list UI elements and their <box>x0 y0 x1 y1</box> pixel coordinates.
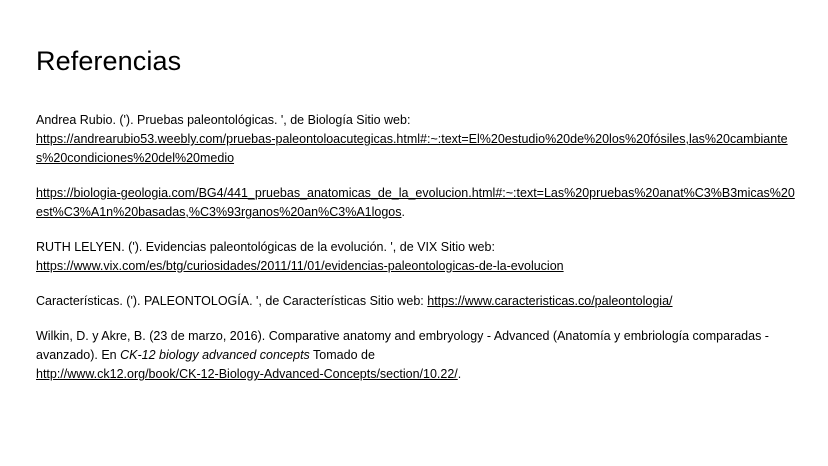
reference-suffix: . <box>401 205 405 219</box>
reference-item-1 <box>36 111 796 168</box>
reference-italic-title: CK-12 biology advanced concepts <box>120 348 310 362</box>
reference-link[interactable]: https://biologia-geologia.com/BG4/441_pruebas_anatomicas_de_la_evolucion.html#:~:text=Las%20pruebas%20anat%C3%B3micas%20est%C3%A1n%20basadas,%C3%93rganos%20an%C3%A1logos <box>36 186 795 219</box>
reference-text: Características. ('). PALEONTOLOGÍA. ', de Características Sitio web: <box>36 294 428 308</box>
page-title: Referencias <box>36 46 182 76</box>
reference-list <box>36 111 796 400</box>
reference-item-3 <box>36 238 796 276</box>
reference-text: RUTH LELYEN. ('). Evidencias paleontológicas de la evolución. ', de VIX Sitio web: <box>36 240 495 254</box>
reference-link[interactable]: http://www.ck12.org/book/CK-12-Biology-Advanced-Concepts/section/10.22/ <box>36 367 458 381</box>
reference-link[interactable]: https://www.caracteristicas.co/paleontologia/ <box>427 294 673 308</box>
reference-suffix: . <box>457 367 462 381</box>
reference-item-4 <box>36 292 796 311</box>
reference-item-5 <box>36 327 796 384</box>
reference-item-2 <box>36 184 796 222</box>
reference-link[interactable]: https://www.vix.com/es/btg/curiosidades/2011/11/01/evidencias-paleontologicas-de-la-evolucion <box>36 259 564 273</box>
reference-text: Andrea Rubio. ('). Pruebas paleontológicas. ', de Biología Sitio web: <box>36 113 411 127</box>
reference-link[interactable]: https://andrearubio53.weebly.com/pruebas-paleontoloacutegicas.html#:~:text=El%20estudio%20de%20los%20fósiles,las%20cambiantes%20condiciones%20del%20medio <box>36 132 788 165</box>
reference-text-after: Tomado de <box>309 348 375 362</box>
reference-text: Wilkin, D. y Akre, B. (23 de marzo, 2016). Comparative anatomy and embryology - Advanced (Anatomía y embriología comparadas - avanzado). En <box>36 329 769 362</box>
